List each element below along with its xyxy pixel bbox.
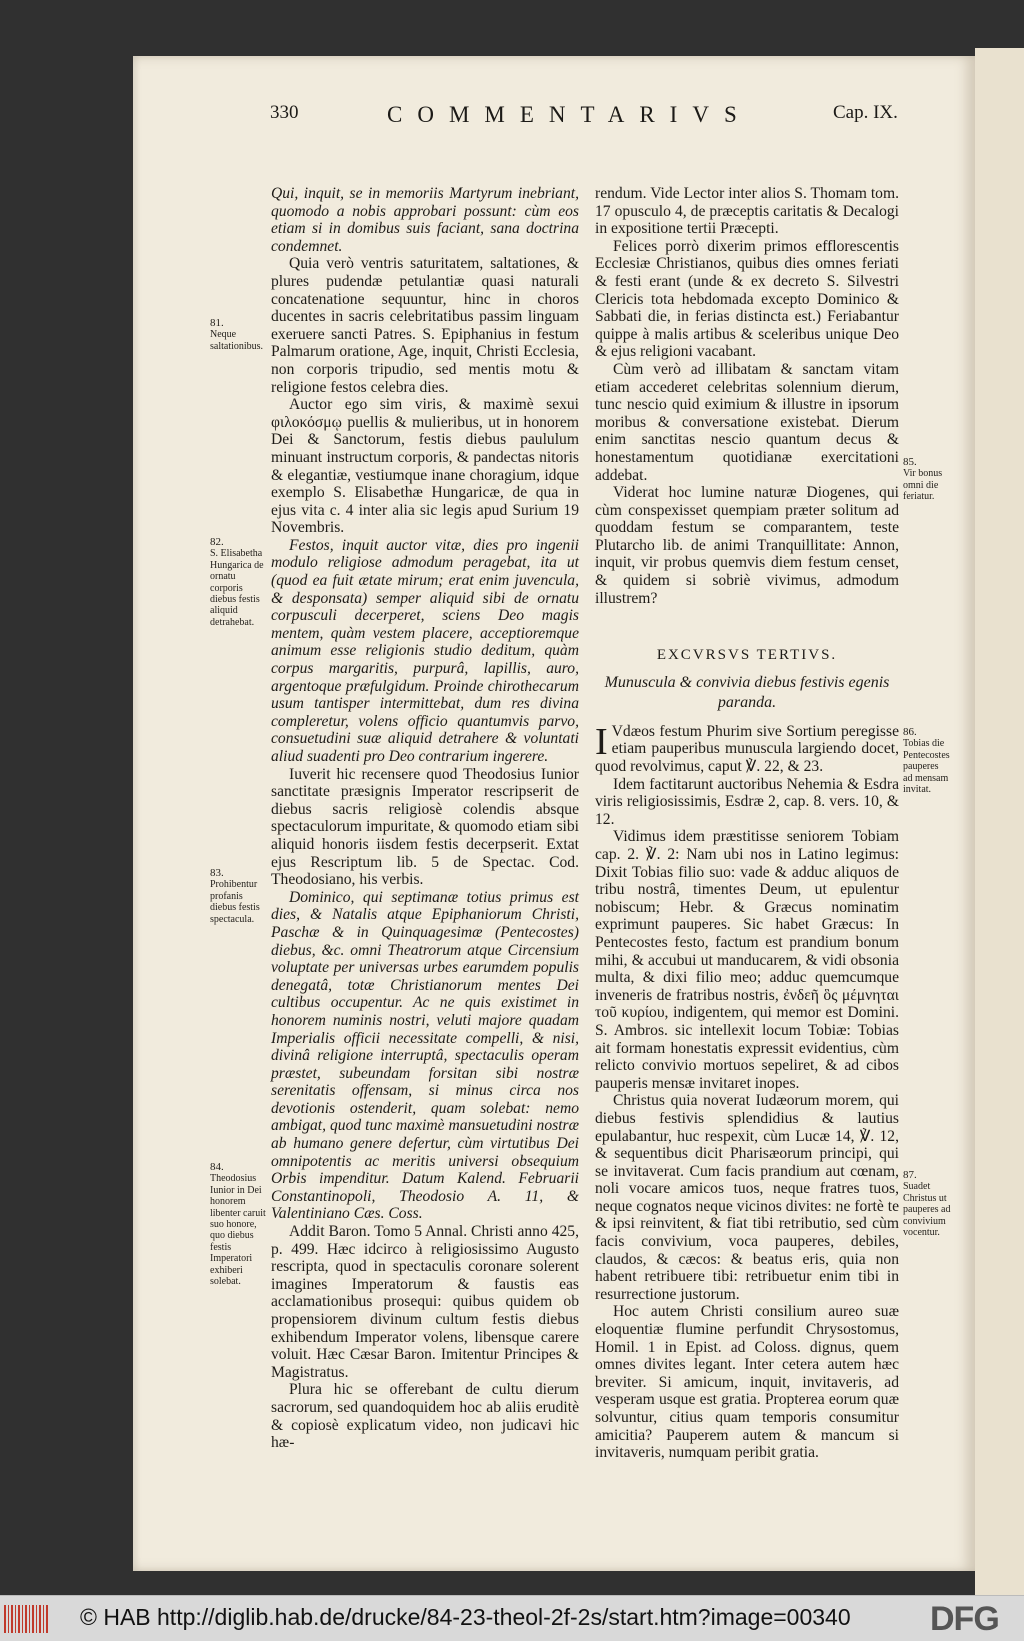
footer-bar xyxy=(0,1595,1024,1641)
margin-note-number: 86. xyxy=(903,726,917,738)
paragraph-text: Dominico, qui septimanæ totius primus est dies, & Natalis atque Epiphaniorum Christi, Paschæ & in Quinquagesimæ (Pentecostes) diebus, &c. omni Theatrorum atque Circensium voluptate per universas urbes earumdem populis denegatâ, totæ Christianorum mentes Dei cultibus occupentur. Ac ne quis existimet in honorem numinis nostri, veluti majore quadam Imperialis officii necessitate compelli, & nisi, divinâ religione interruptâ, spectaculis operam præstet, subeundam forsitan sibi nostræ serenitatis offensam, si minus circa nos devotionis ostenderit, quam solebat: nemo ambigat, quod tunc maximè mansuetudini nostræ ab humano genere defertur, cùm virtutibus Dei omnipotentis ac meritis universi obsequium Orbis impenditur. Datum Kalend. Februarii Constantinopoli, Theodosio A. 11, & Valentiniano Cæs. Coss. xyxy=(271,888,579,1223)
paragraph xyxy=(595,238,899,361)
page-number: 330 xyxy=(270,102,299,123)
right-column-bottom xyxy=(595,720,899,1462)
paragraph xyxy=(595,361,899,484)
paragraph-text: Iuverit hic recensere quod Theodosius Iunior sanctitate præsignis Imperator rescripserit de diebus sacris religiosè colendis absque spectaculorum impuritate, & quomodo etiam sibi aliquid honoris iisdem festis decerpserit. Extat ejus Rescriptum lib. 5 de Spectac. Cod. Theodosiano, his verbis. xyxy=(271,765,579,889)
drop-cap: I xyxy=(595,720,608,763)
paragraph-text: Felices porrò dixerim primos efflorescentis Ecclesiæ Christianos, quibus dies omnes feriati & festi erant (unde & ex decreto S. Silvestri Clericis tota hebdomada excepto Dominico & Sabbati die, in ferias distincta est.) Feriabantur quippe à malis artibus & sceleribus unique Deo & ejus religioni vacabant. xyxy=(595,237,899,361)
paragraph xyxy=(271,255,579,396)
paragraph-text: Vdæos festum Phurim sive Sortium peregisse etiam pauperibus munuscula largiendo docet, quod revolvimus, caput ℣. 22, & 23. xyxy=(595,722,899,776)
paragraph-text: Vidimus idem præstitisse seniorem Tobiam cap. 2. ℣. 2: Nam ubi nos in Latino legimus: Dixit Tobias filio suo: vade & adduc aliquos de tribu nostrâ, timentes Deum, ut epulentur nobiscum; Hebr. & Græcus nominatim exprimunt pauperes. Sic habet Græcus: In Pentecostes festo, factum est prandium bonum mihi, & accubui ut manducarem, & vidi obsonia multa, & dixi filio meo; adduc quemcumque inveneris de fratribus nostris, ἐνδεῆ ὃς μέμνηται τοῦ κυρίου, indigentem, qui memor est Domini. S. Ambros. sic intellexit locum Tobiæ: Tobias ait formam honestatis expressit evidentius, cùm relicto convivio mortuos sepeliret, & ad cibos pauperis mensæ invitaret inopes. xyxy=(595,828,899,1092)
margin-note xyxy=(210,318,266,352)
margin-note xyxy=(210,868,266,925)
margin-note xyxy=(903,1170,951,1238)
paragraph xyxy=(595,1092,899,1303)
paragraph-text: Christus quia noverat Iudæorum morem, qui diebus festivis splendidius & lautius epulabantur, huc respexit, cùm Lucæ 14, ℣. 12, & sequentibus dicit Pharisæorum principi, qui se invitaverat. Cum facis prandium aut cœnam, noli vocare amicos tuos, neque fratres tuos, neque cognatos neque vicinos divites: ne fortè te & ipsi reinvitent, & fiat tibi retributio, sed cùm facis convivium, voca pauperes, debiles, claudos, & cæcos: & beatus eris, quia non habent retribuere tibi: retribuetur enim tibi in resurrectione justorum. xyxy=(595,1092,899,1303)
margin-note-number: 85. xyxy=(903,456,917,468)
paragraph xyxy=(271,185,579,255)
margin-note-text: Theodosius Iunior in Dei honorem libenter caruit suo honore, quo diebus festis Imperatori exhiberi solebat. xyxy=(210,1173,266,1288)
right-column-top xyxy=(595,185,899,607)
paragraph xyxy=(595,776,899,829)
margin-note-text: Prohibentur profanis diebus festis spectacula. xyxy=(210,879,260,925)
paragraph-text: Qui, inquit, se in memoriis Martyrum inebriant, quomodo a nobis approbari possunt: cùm eos etiam si in domibus suis faciant, sana doctrina condemnet. xyxy=(271,185,579,255)
margin-note-text: Neque saltationibus. xyxy=(210,329,264,352)
paragraph-text: Festos, inquit auctor vitæ, dies pro ingenii modulo religiose admodum peragebat, ita ut (quod ea fuit ætate mirum; erat enim juvencula, & desponsata) semper aliquid sibi de ornatu corpusculi decerperet, sciens Deo magis mentem, quàm vestem placere, acceptioremque animum esse religionis studio deditum, quàm corpus margaritis, purpurâ, lapillis, auro, argentoque præfulgidum. Proinde chirothecarum usum tantisper intermittebat, dum res divina compleretur, volens officio quantumvis parvo, consuetudini suæ aliquid detrahere & voluntati aliud suadenti pro Deo contrarium ingerere. xyxy=(271,536,579,765)
margin-note-number: 82. xyxy=(210,536,224,548)
paragraph xyxy=(271,766,579,889)
facing-page-edge xyxy=(975,48,1024,1596)
left-column xyxy=(271,185,579,1452)
paragraph xyxy=(271,1223,579,1381)
paragraph xyxy=(595,185,899,238)
margin-note-text: Suadet Christus ut pauperes ad convivium vocentur. xyxy=(903,1181,951,1239)
paragraph-text: rendum. Vide Lector inter alios S. Thomam tom. 17 opusculo 4, de præceptis caritatis & Decalogi in expositione tertii Præcepti. xyxy=(595,185,899,238)
paragraph xyxy=(595,484,899,607)
margin-note-number: 81. xyxy=(210,317,224,329)
dfg-logo: DFG xyxy=(930,1600,999,1638)
margin-note-number: 84. xyxy=(210,1161,224,1173)
source-url[interactable]: © HAB http://diglib.hab.de/drucke/84-23-theol-2f-2s/start.htm?image=00340 xyxy=(80,1604,851,1630)
margin-note xyxy=(903,457,949,503)
paragraph-text: Auctor ego sim viris, & maximè sexui φιλοκόσμῳ puellis & mulieribus, ut in honorem Dei & Sanctorum, festis diebus paululum minuant instructum corporis, & pandectas nitoris & elegantiæ, vestiumque inane choragium, idque exemplo S. Elisabethæ Hungaricæ, de qua in ejus vita c. 4 inter alia sic legis apud Surium 19 Novembris. xyxy=(271,396,579,537)
paragraph-text: Plura hic se offerebant de cultu dierum sacrorum, sed quandoquidem hoc ab aliis eruditè & copiosè explicatum video, non judicavi hic hæ- xyxy=(271,1381,579,1452)
paragraph xyxy=(271,1381,579,1451)
margin-note-number: 87. xyxy=(903,1169,917,1181)
paragraph-text: Addit Baron. Tomo 5 Annal. Christi anno 425, p. 499. Hæc idcirco à religiosissimo Augusto rescripta, quod in spectaculis coronare solerent imagines Imperatorum & faustis eas acclamationibus prosequi: quibus quidem ob propensiorem divinum cultum festis diebus exhibendum Imperator volens, libensque carere voluit. Hæc Cæsar Baron. Imitentur Principes & Magistratus. xyxy=(271,1223,579,1381)
paragraph-text: Cùm verò ad illibatam & sanctam vitam etiam accederet celebritas solennium dierum, tunc nescio quid eximium & illustre in ipsorum moribus & conversatione existebat. Dierum enim sanctitas nescio quantum decus & honestamentum quotidianæ exercitationi addebat. xyxy=(595,360,899,484)
excursus-heading: EXCVRSVS TERTIVS. xyxy=(656,647,838,664)
margin-note xyxy=(903,727,949,795)
barcode-icon xyxy=(4,1605,48,1633)
margin-note-text: Tobias die Pentecostes pauperes ad mensam invitat. xyxy=(903,738,950,796)
paragraph-text: Quia verò ventris saturitatem, saltationes, & plures pudendæ petulantiæ quasi naturali concatenatione sequuntur, hinc in choros ducentes in sacris celebritatibus passim linguam exeruere sancti Patres. S. Epiphanius in festum Palmarum oratione, Age, inquit, Christi Ecclesia, non corporis tripudio, sed mentis motu & religione festos celebra dies. xyxy=(271,255,579,396)
margin-note-text: S. Elisabetha Hungarica de ornatu corporis diebus festis aliquid detrahebat. xyxy=(210,548,264,628)
paragraph-text: Viderat hoc lumine naturæ Diogenes, qui cùm conspexisset quempiam præter solitum ad quoddam festum se comparantem, teste Plutarcho lib. de animi Tranquillitate: Annon, inquit, vir probus quemvis diem festum censet, & quidem si sobriè vivimus, admodum illustrem? xyxy=(595,484,899,607)
excursus-title: Munuscula & convivia diebus festivis egenis paranda. xyxy=(604,673,890,711)
paragraph xyxy=(595,720,899,776)
paragraph xyxy=(271,537,579,766)
margin-note xyxy=(210,537,268,628)
paragraph xyxy=(271,889,579,1223)
margin-note-number: 83. xyxy=(210,867,224,879)
paragraph xyxy=(595,1303,899,1461)
right-column xyxy=(595,185,899,1462)
paragraph xyxy=(271,396,579,537)
paragraph-text: Idem factitarunt auctoribus Nehemia & Esdra viris religiosissimis, Esdræ 2, cap. 8. vers. 10, & 12. xyxy=(595,775,899,828)
margin-note xyxy=(210,1162,268,1287)
margin-note-text: Vir bonus omni die feriatur. xyxy=(903,468,943,503)
paragraph xyxy=(595,828,899,1092)
paragraph-text: Hoc autem Christi consilium aureo suæ eloquentiæ flumine perfundit Chrysostomus, Homil. 1 in Epist. ad Coloss. dignus, quem omnes divites legant. Inter cetera autem hæc breviter. Si amicum, inquit, invitaveris, ad vesperam usque est gratia. Propterea eorum quæ solvuntur, citius quam temporis consumitur amicitia? Pauperem autem & mancum si invitaveris, numquam peribit gratia. xyxy=(595,1303,899,1462)
chapter-label: Cap. IX. xyxy=(833,102,898,123)
running-title: COMMENTARIVS xyxy=(387,102,752,127)
